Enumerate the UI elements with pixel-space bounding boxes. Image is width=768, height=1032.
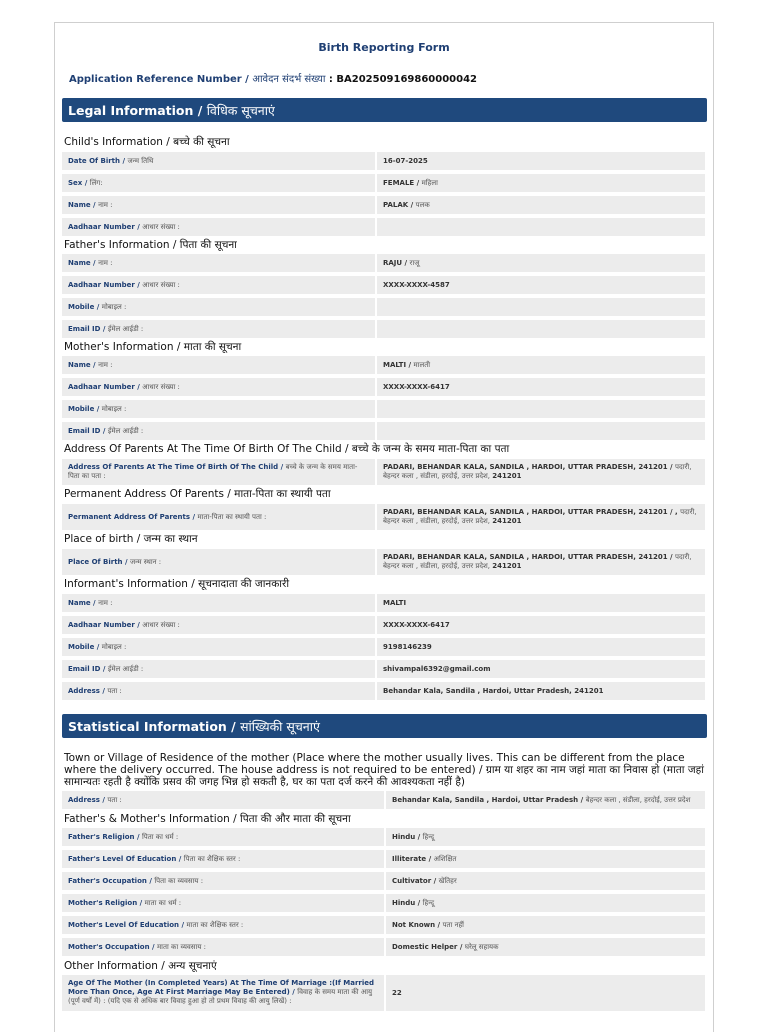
child-aadhaar-label: Aadhaar Number / आधार संख्या : [62, 218, 375, 236]
informant-email-value: shivampal6392@gmail.com [377, 660, 705, 678]
informant-name-label: Name / नाम : [62, 594, 375, 612]
informant-info-title: Informant's Information / सूचनादाता की जानकारी [64, 578, 290, 590]
legal-header-hi: विधिक सूचनाएं [206, 103, 275, 118]
mother-name-value: MALTI / मालती [377, 356, 705, 374]
child-sex-value: FEMALE / महिला [377, 174, 705, 192]
informant-email-label: Email ID / ईमेल आईडी : [62, 660, 375, 678]
mother-mobile-value [377, 400, 705, 418]
reference-number: BA202509169860000042 [336, 74, 477, 85]
mother-email-value [377, 422, 705, 440]
father-info-title: Father's Information / पिता की सूचना [64, 239, 237, 251]
reference-label-hindi: आवेदन संदर्भ संख्या [252, 74, 326, 85]
mother-occupation-label: Mother's Occupation / माता का व्यवसाय : [62, 938, 384, 956]
child-dob-value: 16-07-2025 [377, 152, 705, 170]
child-info-title: Child's Information / बच्चे की सूचना [64, 136, 230, 148]
statistical-information-header [62, 714, 707, 738]
father-religion-label: Father's Religion / पिता का धर्म : [62, 828, 384, 846]
statistical-header-hi: सांख्यिकी सूचनाएं [240, 719, 320, 734]
reference-label: Application Reference Number / [69, 74, 253, 85]
father-name-label: Name / नाम : [62, 254, 375, 272]
permanent-address-value: PADARI, BEHANDAR KALA, SANDILA , HARDOI, UTTAR PRADESH, 241201 / , पदारी, बेहन्दर कला , संडीला, हरदोई, उत्तर प्रदेश, 241201 [377, 504, 705, 530]
birth-address-label: Address Of Parents At The Time Of Birth Of The Child / बच्चे के जन्म के समय माता-पिता का पता : [62, 459, 375, 485]
statistical-header-en: Statistical Information / [68, 719, 241, 734]
application-reference [69, 71, 477, 85]
place-of-birth-title: Place of birth / जन्म का स्थान [64, 533, 198, 545]
mother-religion-label: Mother's Religion / माता का धर्म : [62, 894, 384, 912]
permanent-address-title: Permanent Address Of Parents / माता-पिता का स्थायी पता [64, 488, 331, 500]
child-name-value: PALAK / पलक [377, 196, 705, 214]
mother-education-label: Mother's Level Of Education / माता का शैक्षिक स्तर : [62, 916, 384, 934]
informant-mobile-label: Mobile / मोबाइल : [62, 638, 375, 656]
residence-address-value: Behandar Kala, Sandila , Hardoi, Uttar Pradesh / बेहन्दर कला , संडीला, हरदोई, उत्तर प्रदेश [386, 791, 705, 809]
father-mobile-label: Mobile / मोबाइल : [62, 298, 375, 316]
father-name-value: RAJU / राजू [377, 254, 705, 272]
mother-aadhaar-label: Aadhaar Number / आधार संख्या : [62, 378, 375, 396]
mother-marriage-age-value: 22 [386, 975, 705, 1011]
parents-info-title: Father's & Mother's Information / पिता की और माता की सूचना [64, 813, 351, 825]
mother-aadhaar-value: XXXX-XXXX-6417 [377, 378, 705, 396]
father-occupation-value: Cultivator / खेतिहर [386, 872, 705, 890]
form-title: Birth Reporting Form [318, 41, 450, 54]
mother-education-value: Not Known / पता नहीं [386, 916, 705, 934]
place-of-birth-value: PADARI, BEHANDAR KALA, SANDILA , HARDOI, UTTAR PRADESH, 241201 / पदारी, बेहन्दर कला , संडीला, हरदोई, उत्तर प्रदेश, 241201 [377, 549, 705, 575]
place-of-birth-label: Place Of Birth / जन्म स्थान : [62, 549, 375, 575]
informant-mobile-value: 9198146239 [377, 638, 705, 656]
mother-email-label: Email ID / ईमेल आईडी : [62, 422, 375, 440]
permanent-address-label: Permanent Address Of Parents / माता-पिता का स्थायी पता : [62, 504, 375, 530]
other-info-title: Other Information / अन्य सूचनाएं [64, 960, 217, 972]
child-dob-label: Date Of Birth / जन्म तिथि [62, 152, 375, 170]
informant-aadhaar-value: XXXX-XXXX-6417 [377, 616, 705, 634]
father-mobile-value [377, 298, 705, 316]
father-email-value [377, 320, 705, 338]
birth-address-title: Address Of Parents At The Time Of Birth Of The Child / बच्चे के जन्म के समय माता-पिता का पता [64, 443, 510, 455]
father-email-label: Email ID / ईमेल आईडी : [62, 320, 375, 338]
father-occupation-label: Father's Occupation / पिता का व्यवसाय : [62, 872, 384, 890]
informant-name-value: MALTI [377, 594, 705, 612]
form-page [54, 22, 714, 1032]
mother-name-label: Name / नाम : [62, 356, 375, 374]
legal-header-en: Legal Information / [68, 103, 207, 118]
birth-address-value: PADARI, BEHANDAR KALA, SANDILA , HARDOI, UTTAR PRADESH, 241201 / पदारी, बेहन्दर कला , संडीला, हरदोई, उत्तर प्रदेश, 241201 [377, 459, 705, 485]
child-name-label: Name / नाम : [62, 196, 375, 214]
father-aadhaar-value: XXXX-XXXX-4587 [377, 276, 705, 294]
informant-address-label: Address / पता : [62, 682, 375, 700]
father-aadhaar-label: Aadhaar Number / आधार संख्या : [62, 276, 375, 294]
mother-religion-value: Hindu / हिन्दू [386, 894, 705, 912]
informant-aadhaar-label: Aadhaar Number / आधार संख्या : [62, 616, 375, 634]
child-sex-label: Sex / लिंग: [62, 174, 375, 192]
mother-occupation-value: Domestic Helper / घरेलू सहायक [386, 938, 705, 956]
mother-marriage-age-label: Age Of The Mother (In Completed Years) At The Time Of Marriage :(If Married More Than Once, Age At First Marriage May Be Entered) / विवाह के समय माता की आयु (पूर्ण वर्षों में) : (यदि एक से अधिक बार विवाह हुआ हो तो प्रथम विवाह की आयु लिखें) : [62, 975, 384, 1011]
father-religion-value: Hindu / हिन्दू [386, 828, 705, 846]
mother-mobile-label: Mobile / मोबाइल : [62, 400, 375, 418]
legal-information-header [62, 98, 707, 122]
informant-address-value: Behandar Kala, Sandila , Hardoi, Uttar Pradesh, 241201 [377, 682, 705, 700]
father-education-value: Illiterate / अशिक्षित [386, 850, 705, 868]
child-aadhaar-value [377, 218, 705, 236]
mother-info-title: Mother's Information / माता की सूचना [64, 341, 242, 353]
father-education-label: Father's Level Of Education / पिता का शैक्षिक स्तर : [62, 850, 384, 868]
reference-separator: : [325, 74, 337, 85]
residence-address-label: Address / पता : [62, 791, 384, 809]
residence-title: Town or Village of Residence of the mother (Place where the mother usually lives. This can be different from the place where the delivery occurred. The house address is not required to be entered) / ग्राम या शहर का नाम जहां माता का निवास हो (माता जहां सामान्यतः रहती है क्योंकि प्रसव की जगह भिन्न हो सकती है, घर का पता दर्ज करने की आवश्यकता नहीं है) [64, 752, 704, 788]
